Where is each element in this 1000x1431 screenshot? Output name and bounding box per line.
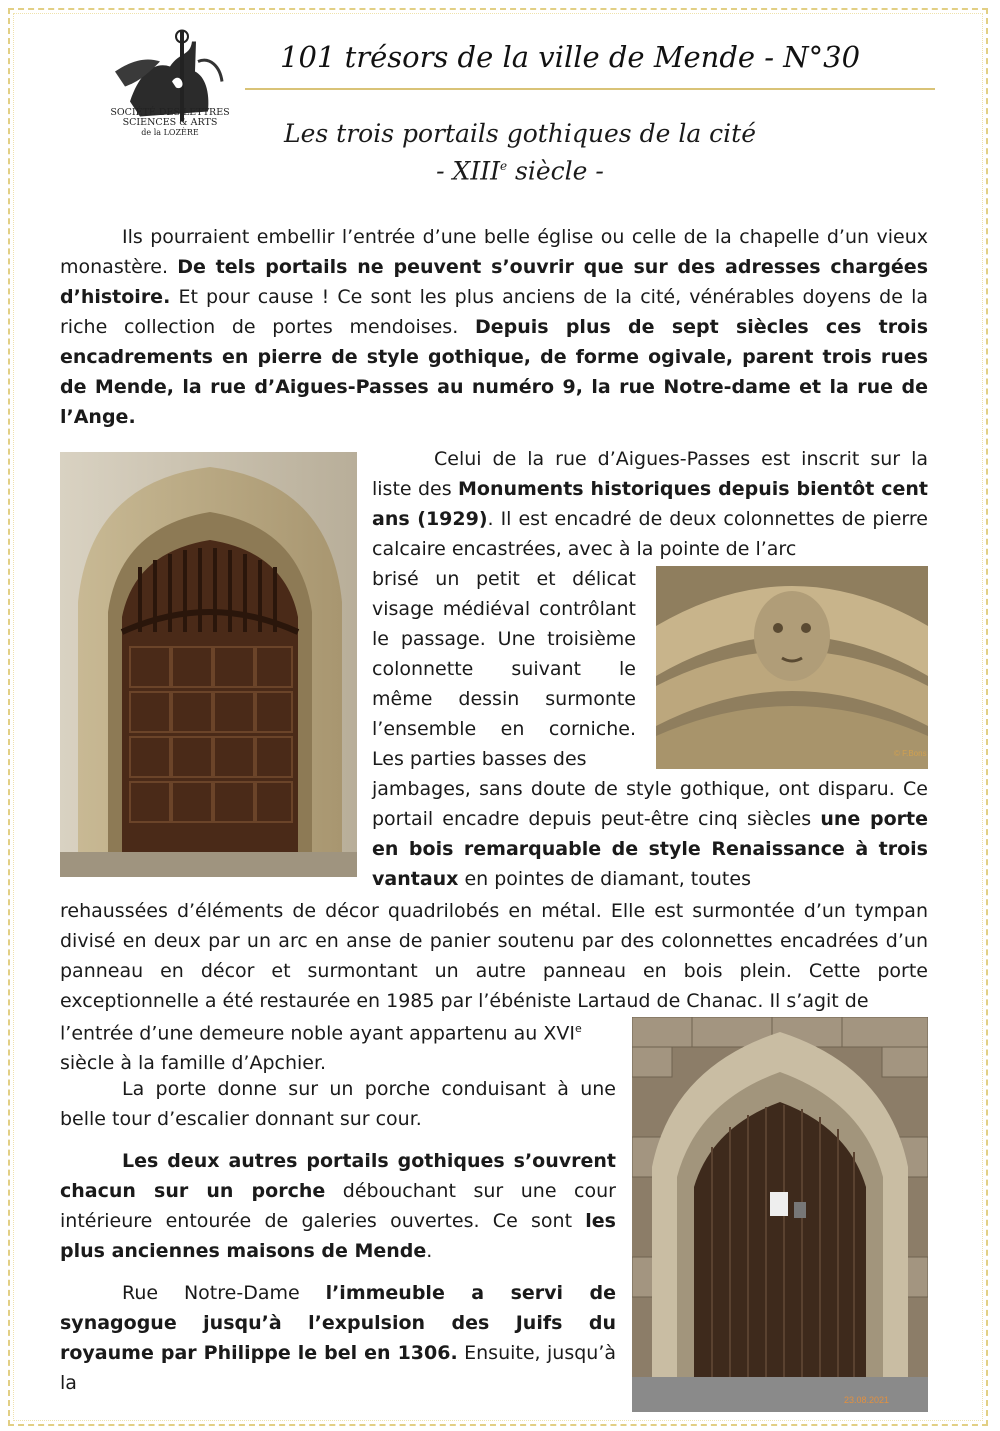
paragraph-aigues-passes-face: brisé un petit et délicat visage médiéval contrôlant le passage. Une troisième colonnette suivant le même dessin surmonte l’ensemble en corniche. Les parties basses des: [372, 568, 636, 770]
logo-caption: [110, 108, 230, 138]
logo-line-2: SCIENCES & ARTS: [122, 117, 218, 128]
subtitle-line-2: - XIIIe siècle -: [436, 156, 604, 186]
article-subtitle: [240, 118, 800, 187]
paragraph-porch: La porte donne sur un porche conduisant à une belle tour d’escalier donnant sur cour.: [60, 1078, 616, 1130]
renaissance-wooden-door-photo: [60, 452, 357, 877]
page-title: 101 trésors de la ville de Mende - N°30: [280, 40, 861, 74]
arch-photo-stamp: 23.08.2021: [844, 1395, 890, 1405]
paragraph-aigues-passes-tympan: rehaussées d’éléments de décor quadrilobés en métal. Elle est surmontée d’un tympan divisé en deux par un arc en anse de panier soutenu par des colonnettes encadrées d’un panneau en décor et surmontant un autre panneau en bois plein. Cette porte exceptionnelle a été restaurée en 1985 par l’ébéniste Lartaud de Chanac. Il s’agit de: [60, 900, 928, 1012]
gothic-archway-door-photo: [632, 1017, 928, 1412]
paragraph-aigues-passes-door: jambages, sans doute de style gothique, ont disparu. Ce portail encadre depuis peut-être cinq siècles une porte en bois remarquable de style Renaissance à trois vantaux en pointes de diamant, toutes: [372, 778, 928, 890]
subtitle-line-1: Les trois portails gothiques de la cité: [283, 119, 757, 148]
face-photo-stamp: © F.Bons: [894, 749, 927, 758]
paragraph-notre-dame: Rue Notre-Dame l’immeuble a servi de synagogue jusqu’à l’expulsion des Juifs du royaume par Philippe le bel en 1306. Ensuite, jusqu’à la: [60, 1282, 617, 1394]
logo-line-3: de la LOZÈRE: [141, 128, 199, 137]
title-divider: [245, 88, 935, 90]
paragraph-aigues-passes-intro: Celui de la rue d’Aigues-Passes est inscrit sur la liste des Monuments historiques depuis bientôt cent ans (1929). Il est encadré de deux colonnettes de pierre calcaire encastrées, avec à la pointe de l’arc: [372, 448, 928, 560]
paragraph-aigues-passes-owner: l’entrée d’une demeure noble ayant appartenu au XVIe siècle à la famille d’Apchier.: [60, 1022, 582, 1075]
paragraph-other-portals: Les deux autres portails gothiques s’ouvrent chacun sur un porche débouchant sur une cour intérieure entourée de galeries ouvertes. Ce sont les plus anciennes maisons de Mende.: [60, 1150, 616, 1262]
carved-stone-face-photo: [656, 566, 928, 769]
paragraph-intro: Ils pourraient embellir l’entrée d’une belle église ou celle de la chapelle d’un vieux monastère. De tels portails ne peuvent s’ouvrir que sur des adresses chargées d’histoire. Et pour cause ! Ce sont les plus anciens de la cité, vénérables doyens de la riche collection de portes mendoises. Depuis plus de sept siècles ces trois encadrements en pierre de style gothique, de forme ogivale, parent trois rues de Mende, la rue d’Aigues-Passes au numéro 9, la rue Notre-dame et la rue de l’Ange.: [60, 226, 928, 428]
logo-line-1: SOCIÉTÉ DES LETTRES: [110, 107, 230, 118]
